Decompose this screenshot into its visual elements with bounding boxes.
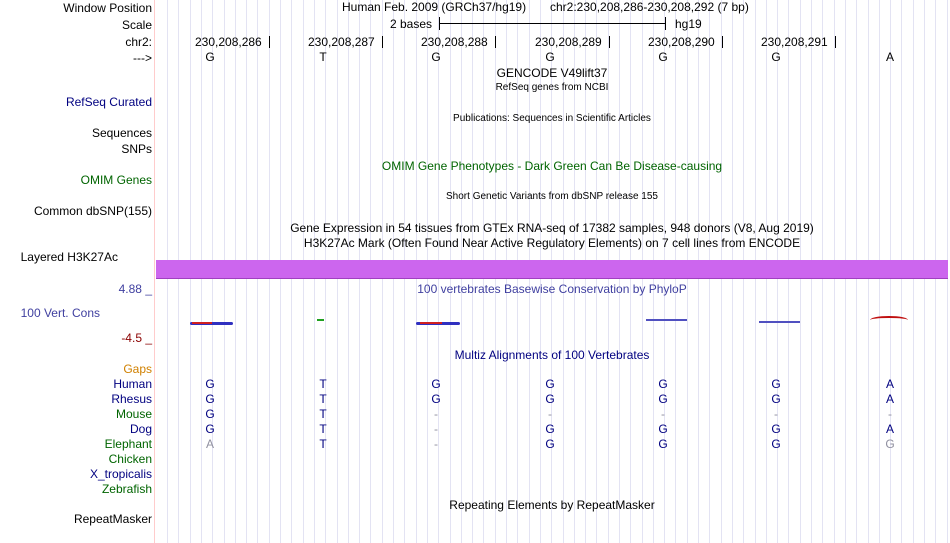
species-label[interactable]: Rhesus	[111, 392, 152, 406]
alignment-base: G	[205, 422, 215, 436]
conservation-max-label: 4.88 _	[118, 282, 152, 296]
gaps-label[interactable]: Gaps	[123, 362, 152, 376]
alignment-base: G	[771, 392, 781, 406]
phylop-track-title[interactable]: 100 vertebrates Basewise Conservation by PhyloP	[417, 282, 687, 296]
ruler-position-label: 230,208,291	[761, 35, 828, 49]
ruler-tick	[382, 36, 383, 48]
alignment-base: G	[885, 437, 895, 451]
alignment-base: A	[885, 392, 894, 406]
species-label[interactable]: Elephant	[104, 437, 152, 451]
base-letter: G	[431, 50, 441, 64]
alignment-base: G	[431, 377, 441, 391]
species-label[interactable]: Dog	[129, 422, 152, 436]
alignment-base: -	[661, 407, 665, 421]
gtex-track-title[interactable]: Gene Expression in 54 tissues from GTEx RNA-seq of 17382 samples, 948 donors (V8, Aug 2019)	[290, 221, 814, 235]
ruler-tick	[609, 36, 610, 48]
scale-db: hg19	[675, 17, 702, 31]
refseq-ncbi-track-title[interactable]: RefSeq genes from NCBI	[495, 82, 609, 93]
alignment-base: G	[771, 377, 781, 391]
omim-genes-label[interactable]: OMIM Genes	[80, 173, 152, 187]
alignment-base: G	[205, 377, 215, 391]
publications-track-title[interactable]: Publications: Sequences in Scientific Articles	[453, 113, 651, 124]
alignment-base: G	[545, 377, 555, 391]
alignment-base: -	[888, 407, 892, 421]
repeatmasker-label[interactable]: RepeatMasker	[73, 512, 152, 526]
ruler-position-label: 230,208,289	[535, 35, 602, 49]
alignment-base: G	[205, 407, 215, 421]
species-label[interactable]: Chicken	[108, 452, 152, 466]
ruler-tick	[269, 36, 270, 48]
alignment-base: T	[319, 422, 327, 436]
chromosome-label: chr2:	[125, 35, 152, 49]
refseq-curated-label[interactable]: RefSeq Curated	[65, 95, 152, 109]
alignment-base: A	[885, 377, 894, 391]
alignment-base: T	[319, 377, 327, 391]
gencode-track-title[interactable]: GENCODE V49lift37	[496, 66, 608, 80]
base-letter: G	[658, 50, 668, 64]
alignment-base: -	[434, 422, 438, 436]
species-label[interactable]: X_tropicalis	[89, 467, 152, 481]
alignment-base: G	[771, 422, 781, 436]
scale-bar	[439, 23, 666, 24]
position-readout: chr2:230,208,286-230,208,292 (7 bp)	[550, 0, 749, 14]
common-dbsnp-label[interactable]: Common dbSNP(155)	[33, 204, 152, 218]
base-letter: G	[771, 50, 781, 64]
species-label[interactable]: Mouse	[115, 407, 152, 421]
conservation-min-label: -4.5 _	[121, 331, 152, 345]
species-label[interactable]: Zebrafish	[101, 482, 152, 496]
alignment-base: A	[885, 422, 894, 436]
alignment-base: G	[658, 377, 668, 391]
ruler-tick	[722, 36, 723, 48]
alignment-base: T	[319, 392, 327, 406]
ruler-tick	[495, 36, 496, 48]
sidebar-separator	[154, 0, 155, 543]
alignment-base: T	[319, 437, 327, 451]
ruler-tick	[835, 36, 836, 48]
alignment-base: G	[431, 392, 441, 406]
base-letter: G	[205, 50, 215, 64]
species-label[interactable]: Human	[113, 377, 152, 391]
alignment-base: G	[658, 392, 668, 406]
multiz-track-title[interactable]: Multiz Alignments of 100 Vertebrates	[454, 348, 650, 362]
ruler-position-label: 230,208,286	[195, 35, 262, 49]
alignment-base: -	[774, 407, 778, 421]
alignment-base: G	[545, 422, 555, 436]
ruler-position-label: 230,208,288	[421, 35, 488, 49]
base-letter: G	[545, 50, 555, 64]
layered-h3k27ac-label[interactable]: Layered H3K27Ac	[20, 250, 118, 264]
scale-text: 2 bases	[390, 17, 433, 31]
alignment-base: G	[658, 422, 668, 436]
scale-label: Scale	[121, 18, 152, 32]
ruler-position-label: 230,208,287	[308, 35, 375, 49]
base-letter: T	[319, 50, 327, 64]
sequences-label[interactable]: Sequences	[91, 126, 152, 140]
h3k27ac-track-title[interactable]: H3K27Ac Mark (Often Found Near Active Regulatory Elements) on 7 cell lines from ENCODE	[303, 236, 801, 250]
scale-bar-right-tick	[665, 17, 666, 30]
alignment-base: G	[545, 437, 555, 451]
base-letter: A	[885, 50, 894, 64]
alignment-base: G	[545, 392, 555, 406]
ruler-position-label: 230,208,290	[648, 35, 715, 49]
dbsnp-track-title[interactable]: Short Genetic Variants from dbSNP release 155	[446, 191, 658, 202]
strand-arrow-label[interactable]: --->	[133, 51, 152, 65]
window-position-label: Window Position	[63, 1, 152, 15]
alignment-base: -	[434, 437, 438, 451]
alignment-base: A	[205, 437, 214, 451]
snps-label[interactable]: SNPs	[121, 142, 152, 156]
alignment-base: T	[319, 407, 327, 421]
omim-track-title[interactable]: OMIM Gene Phenotypes - Dark Green Can Be Disease-causing	[381, 159, 723, 173]
alignment-base: G	[205, 392, 215, 406]
alignment-base: -	[434, 407, 438, 421]
alignment-base: G	[658, 437, 668, 451]
assembly-title: Human Feb. 2009 (GRCh37/hg19)	[342, 0, 527, 14]
alignment-base: -	[548, 407, 552, 421]
repeatmasker-track-title[interactable]: Repeating Elements by RepeatMasker	[449, 498, 655, 512]
vert-cons-label[interactable]: 100 Vert. Cons	[20, 306, 100, 320]
alignment-base: G	[771, 437, 781, 451]
scale-bar-left-tick	[439, 17, 440, 30]
h3k27ac-signal-bar	[156, 260, 948, 279]
